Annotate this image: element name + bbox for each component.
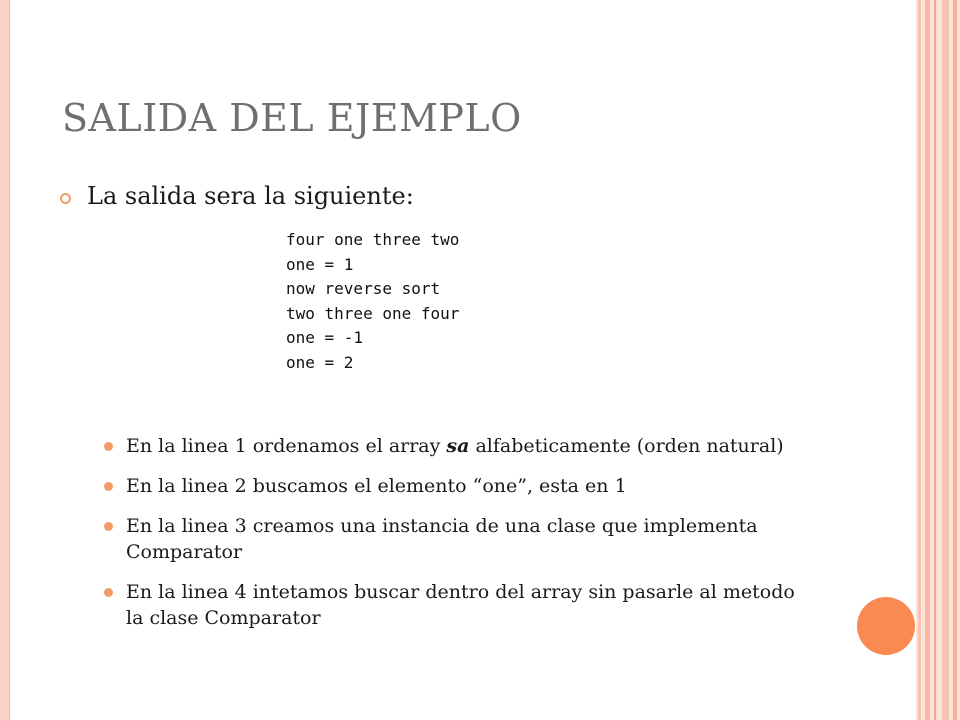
- dot-bullet-icon: [104, 522, 113, 531]
- list-item: [104, 513, 804, 565]
- output-line: one = -1: [286, 328, 364, 347]
- list-item: [104, 433, 804, 459]
- bullet-text-part: alfabeticamente (orden natural): [469, 435, 784, 457]
- bullet-text: En la linea 4 intetamos buscar dentro del array sin pasarle al metodo la clase Comparator: [126, 581, 795, 629]
- bullet-text: En la linea 2 buscamos el elemento “one”, esta en 1: [126, 475, 627, 497]
- explanation-list: [104, 433, 804, 645]
- output-line: now reverse sort: [286, 279, 441, 298]
- list-item: [104, 473, 804, 499]
- accent-circle: [857, 597, 915, 655]
- output-line: one = 1: [286, 254, 354, 274]
- bullet-text-part: En la linea 1 ordenamos el array: [126, 435, 447, 457]
- output-line: one = 2: [286, 352, 354, 372]
- decor-stripe: [934, 0, 936, 720]
- dot-bullet-icon: [104, 442, 113, 451]
- output-line: two three one four: [286, 303, 460, 323]
- program-output: [286, 228, 459, 375]
- main-bullet: [60, 182, 414, 210]
- dot-bullet-icon: [104, 588, 113, 597]
- dot-bullet-icon: [104, 482, 113, 491]
- list-item: [104, 579, 804, 631]
- main-bullet-text: La salida sera la siguiente:: [87, 182, 414, 210]
- decor-stripe: [953, 0, 957, 720]
- decor-stripe: [942, 0, 949, 720]
- bullet-text: En la linea 3 creamos una instancia de una clase que implementa Comparator: [126, 515, 758, 563]
- decor-stripe: [918, 0, 921, 720]
- left-border-stripe: [0, 0, 10, 720]
- decor-stripe: [925, 0, 930, 720]
- ring-bullet-icon: [60, 193, 71, 204]
- bullet-emphasis: sa: [446, 435, 470, 457]
- slide-title: SALIDA DEL EJEMPLO: [62, 96, 522, 140]
- output-line: four one three two: [286, 230, 460, 249]
